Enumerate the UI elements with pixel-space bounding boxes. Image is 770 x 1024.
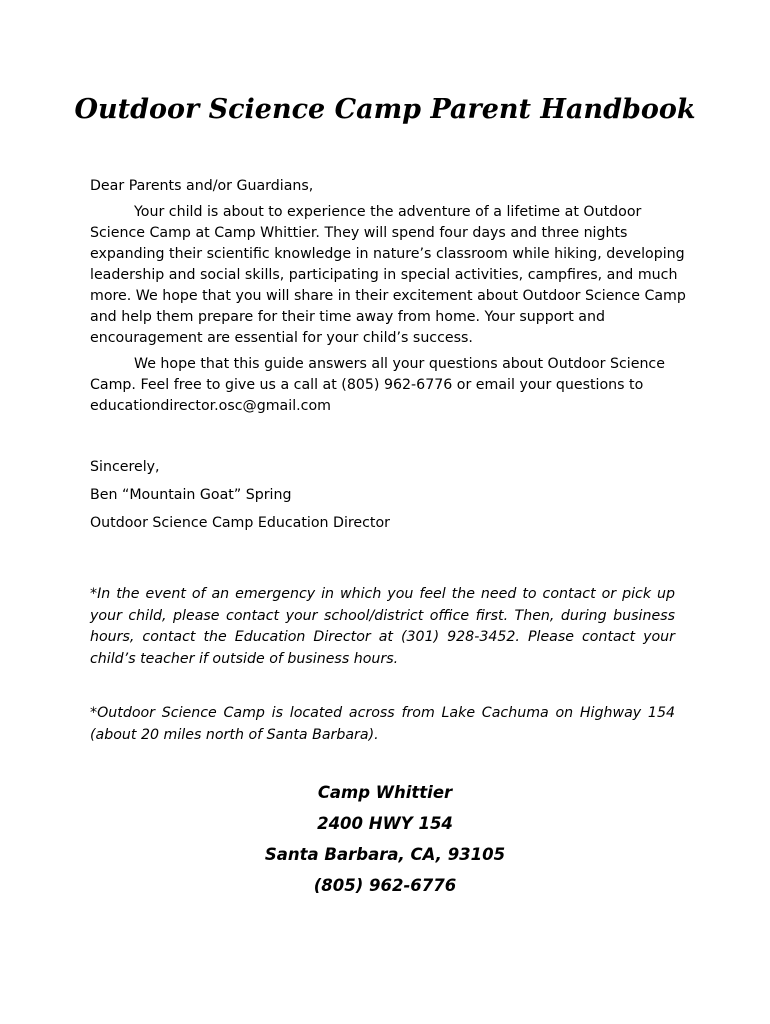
closing-text: Sincerely,	[90, 459, 160, 475]
address-city: Santa Barbara, CA, 93105	[264, 845, 506, 864]
address-street: 2400 HWY 154	[317, 814, 453, 833]
intro-paragraph: Your child is about to experience the adventure of a lifetime at Outdoor Science Camp at Camp Whittier. They will spend four days and three nights expanding their scientific knowledge in nature’s classroom while hiking, developing leadership and social skills, participating in special activities, campfires, and much more. We hope that you will share in their excitement about Outdoor Science Camp and help them prepare for their time away from home. Your support and encouragement are essential for your child’s success.	[90, 204, 686, 346]
letter-body	[90, 176, 690, 417]
emergency-note: *In the event of an emergency in which you feel the need to contact or pick up your child, please contact your school/district office first. Then, during business hours, contact the Education Director at (301) 928-3452. Please contact your child’s teacher if outside of business hours.	[90, 586, 675, 667]
contact-paragraph: We hope that this guide answers all your questions about Outdoor Science Camp. Feel free to give us a call at (805) 962-6776 or email your questions to educationdirector.osc@gmail.com	[90, 356, 665, 414]
signer-name: Ben “Mountain Goat” Spring	[90, 487, 292, 503]
salutation: Dear Parents and/or Guardians,	[90, 178, 314, 194]
location-note: *Outdoor Science Camp is located across from Lake Cachuma on Highway 154 (about 20 miles north of Santa Barbara).	[90, 705, 675, 743]
signer-title: Outdoor Science Camp Education Director	[90, 515, 391, 531]
address-name: Camp Whittier	[317, 783, 453, 802]
letter-closing	[90, 457, 690, 541]
address-phone: (805) 962-6776	[313, 876, 457, 895]
page-title: Outdoor Science Camp Parent Handbook	[74, 94, 696, 125]
camp-address	[0, 781, 770, 905]
